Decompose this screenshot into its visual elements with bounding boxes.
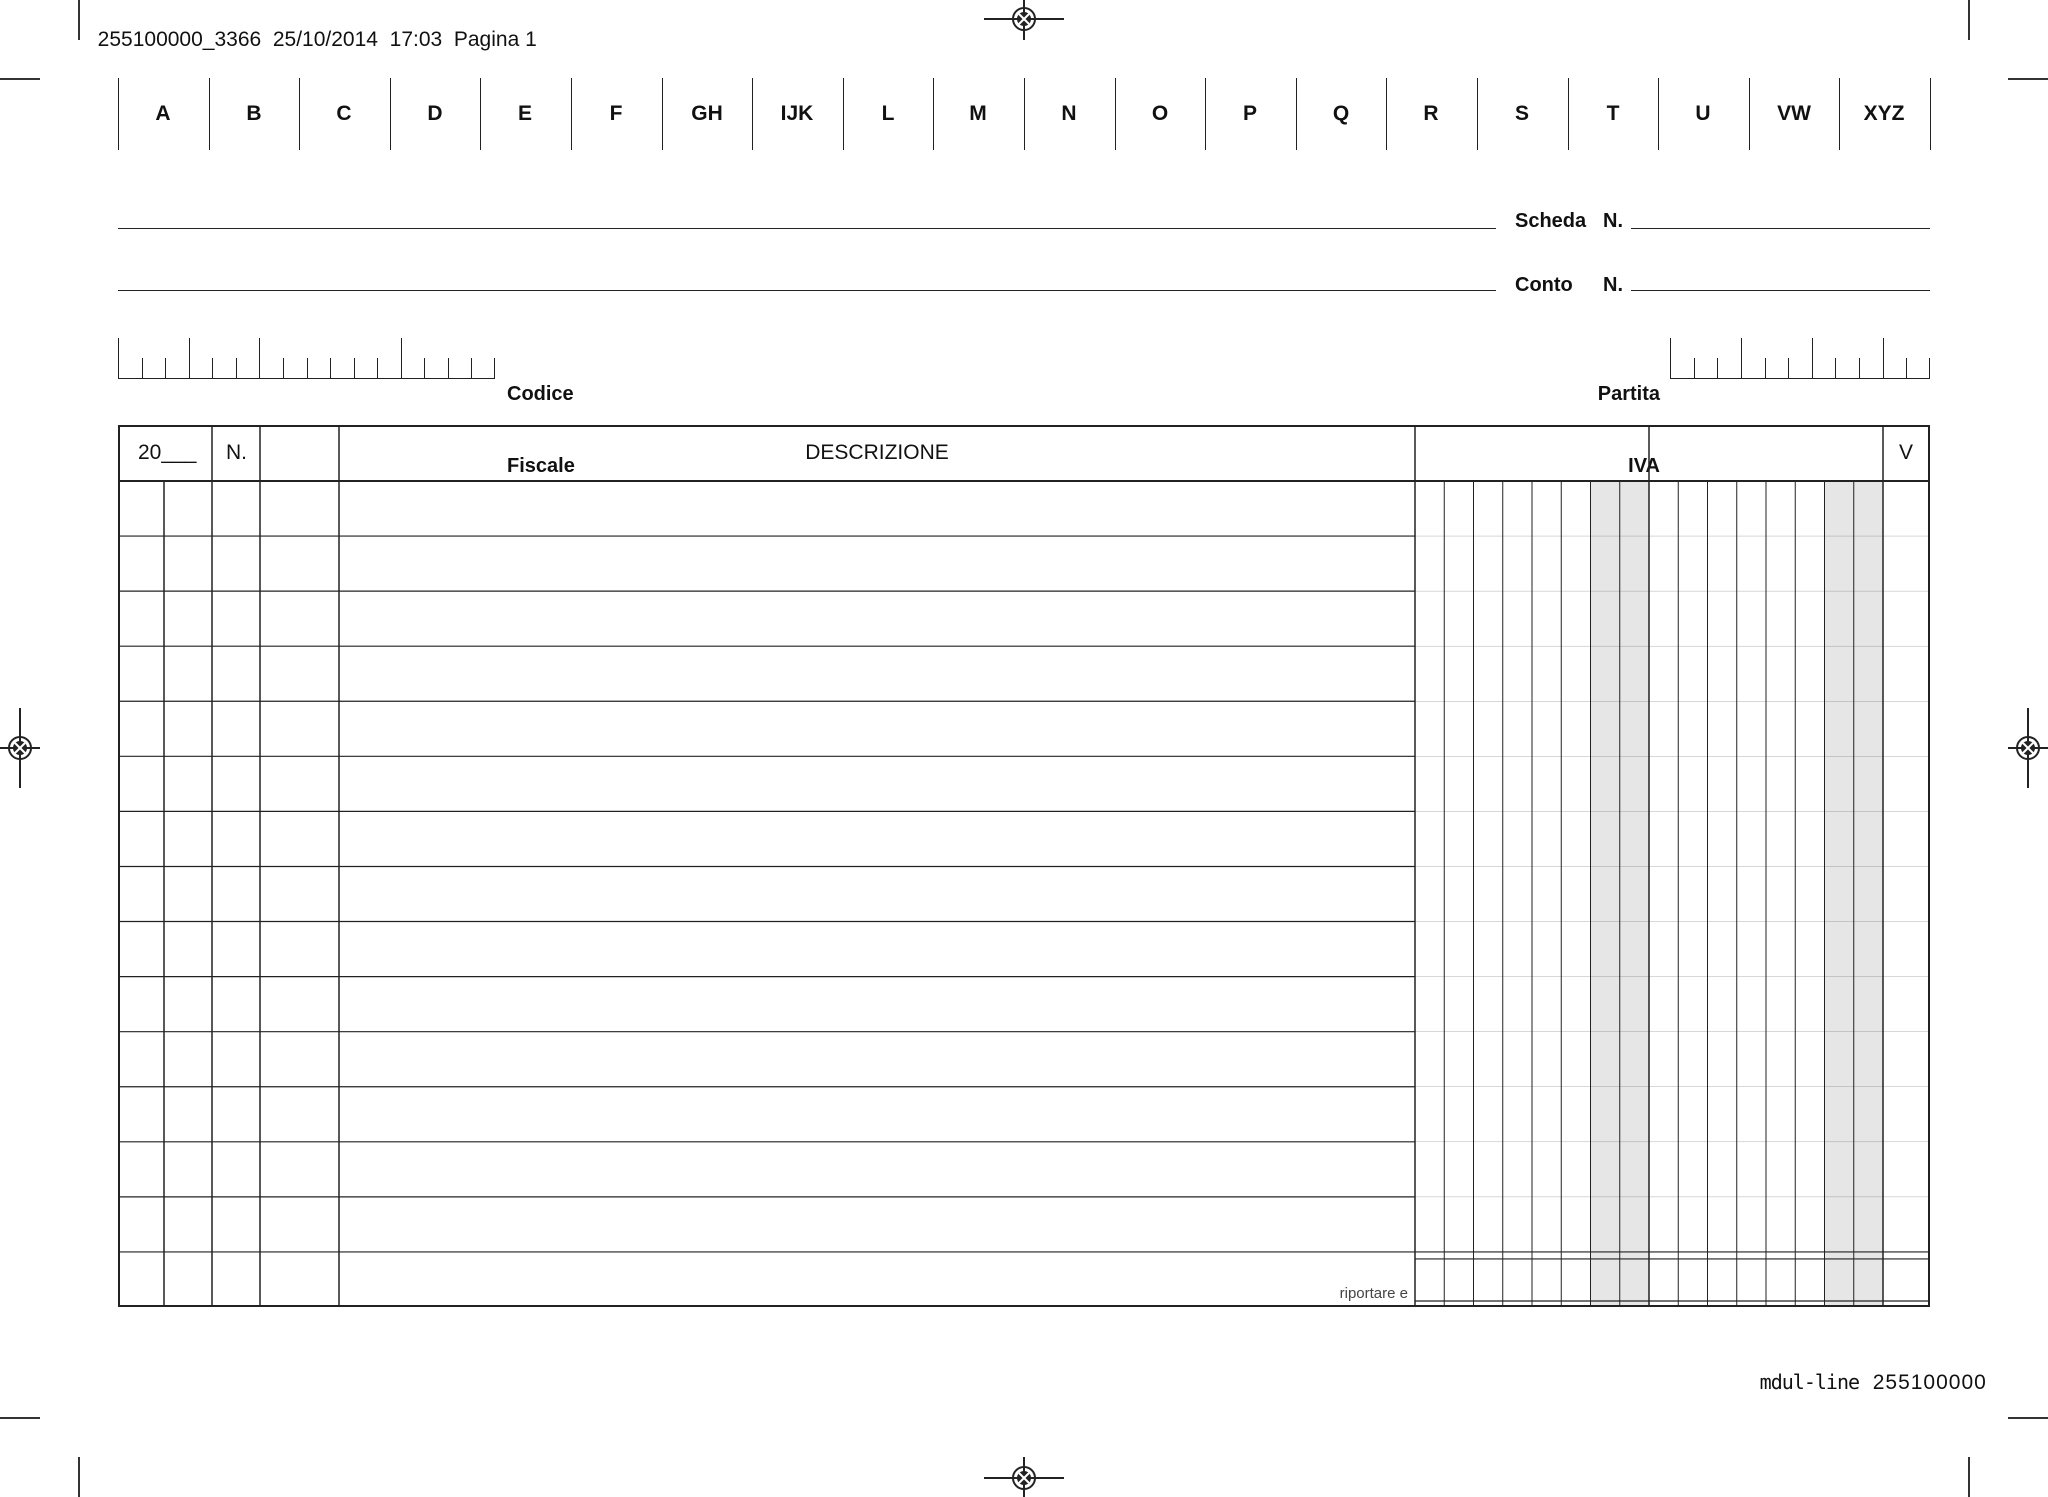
ledger-table	[118, 425, 1930, 1307]
digit-tick	[1765, 358, 1766, 378]
index-letter-s[interactable]: S	[1514, 102, 1529, 125]
print-slug	[86, 4, 537, 52]
index-letter-gh[interactable]: GH	[691, 102, 723, 125]
crop-mark	[0, 78, 40, 80]
page-number: Pagina 1	[453, 28, 537, 51]
index-letter-a[interactable]: A	[155, 102, 171, 125]
digit-tick	[236, 358, 237, 378]
digit-tick	[212, 358, 213, 378]
print-time: 17:03	[389, 28, 443, 51]
index-letter-m[interactable]: M	[969, 102, 987, 125]
digit-tick	[494, 358, 495, 378]
digit-tick	[401, 338, 402, 378]
digit-tick	[1694, 358, 1695, 378]
digit-tick	[1835, 358, 1836, 378]
digit-tick	[471, 358, 472, 378]
codice-fiscale-field[interactable]	[118, 338, 495, 379]
product-number: 255100000	[1872, 1371, 1987, 1394]
digit-tick	[1717, 358, 1718, 378]
index-letter-xyz[interactable]: XYZ	[1863, 102, 1905, 125]
name-line	[118, 228, 1496, 229]
index-letter-f[interactable]: F	[609, 102, 623, 125]
digit-tick	[165, 358, 166, 378]
conto-label: Conto	[1515, 274, 1573, 296]
print-date: 25/10/2014	[272, 28, 378, 51]
index-letter-ijk[interactable]: IJK	[780, 102, 814, 125]
brand-logo: mdul-line	[1759, 1370, 1860, 1394]
crop-mark	[1968, 1457, 1970, 1497]
index-letter-o[interactable]: O	[1151, 102, 1169, 125]
crop-mark	[1968, 0, 1970, 40]
index-letter-c[interactable]: C	[336, 102, 352, 125]
job-id: 255100000_3366	[97, 28, 262, 51]
number-header: N.	[226, 441, 247, 464]
conto-number-field[interactable]	[1631, 290, 1930, 291]
digit-tick	[1906, 358, 1907, 378]
index-letter-b[interactable]: B	[246, 102, 262, 125]
alphabet-index	[118, 78, 1930, 150]
digit-tick	[1859, 358, 1860, 378]
description-header: DESCRIZIONE	[805, 441, 949, 464]
digit-tick	[307, 358, 308, 378]
index-letter-l[interactable]: L	[881, 102, 895, 125]
digit-tick	[354, 358, 355, 378]
index-letter-e[interactable]: E	[517, 102, 532, 125]
year-header: 20___	[138, 441, 197, 464]
index-letter-n[interactable]: N	[1061, 102, 1077, 125]
digit-tick	[1883, 338, 1884, 378]
registration-mark-icon	[984, 0, 1064, 40]
digit-tick	[259, 338, 260, 378]
index-letter-d[interactable]: D	[427, 102, 443, 125]
digit-tick	[1788, 358, 1789, 378]
digit-tick	[448, 358, 449, 378]
conto-number-label: N.	[1603, 274, 1623, 296]
digit-tick	[377, 358, 378, 378]
crop-mark	[2008, 78, 2048, 80]
crop-mark	[2008, 1417, 2048, 1419]
index-letter-u[interactable]: U	[1695, 102, 1711, 125]
index-letter-q[interactable]: Q	[1332, 102, 1350, 125]
check-header: V	[1898, 441, 1913, 464]
digit-tick	[1670, 338, 1671, 378]
index-letter-r[interactable]: R	[1423, 102, 1439, 125]
registration-mark-icon	[2008, 708, 2048, 788]
index-separator	[1930, 78, 1931, 150]
digit-tick	[142, 358, 143, 378]
index-letter-t[interactable]: T	[1606, 102, 1620, 125]
scheda-number-field[interactable]	[1631, 228, 1930, 229]
partita-iva-label-line1: Partita	[1597, 383, 1660, 405]
digit-tick	[424, 358, 425, 378]
carry-forward-label: riportare e	[1339, 1285, 1408, 1302]
digit-tick	[1741, 338, 1742, 378]
digit-tick	[1929, 358, 1930, 378]
digit-tick	[189, 338, 190, 378]
codice-fiscale-label-line2: Fiscale	[507, 455, 575, 477]
crop-mark	[0, 1417, 40, 1419]
codice-fiscale-label-line1: Codice	[507, 383, 574, 405]
scheda-label: Scheda	[1515, 210, 1587, 232]
digit-tick	[118, 338, 119, 378]
registration-mark-icon	[984, 1457, 1064, 1497]
digit-tick	[1812, 338, 1813, 378]
crop-mark	[78, 1457, 80, 1497]
scheda-number-label: N.	[1603, 210, 1623, 232]
address-line	[118, 290, 1496, 291]
product-code	[1746, 1346, 1987, 1395]
partita-iva-label-line2: IVA	[1628, 455, 1660, 477]
crop-mark	[78, 0, 80, 40]
digit-tick	[283, 358, 284, 378]
registration-mark-icon	[0, 708, 40, 788]
index-letter-p[interactable]: P	[1242, 102, 1257, 125]
partita-iva-field[interactable]	[1670, 338, 1930, 379]
index-letter-vw[interactable]: VW	[1777, 102, 1811, 125]
digit-tick	[330, 358, 331, 378]
